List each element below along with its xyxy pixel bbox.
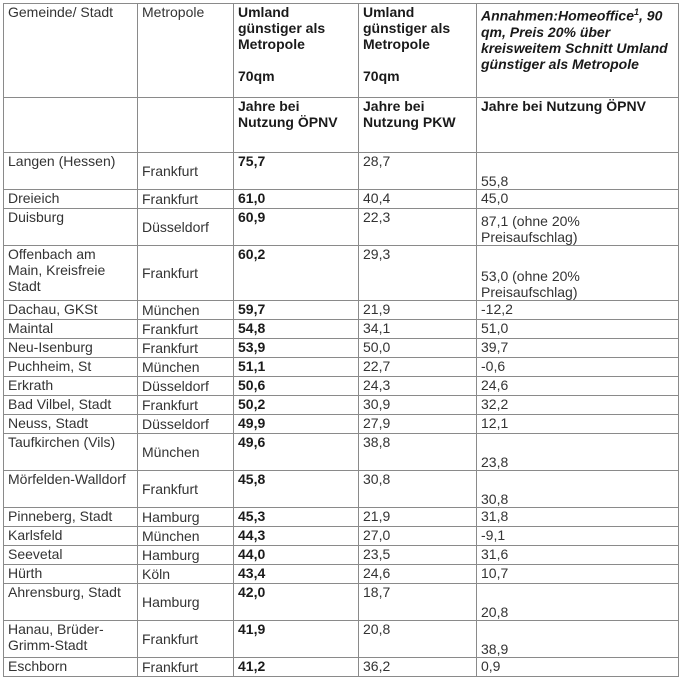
cell-pkw: 22,3 [359,209,477,246]
cell-metropole: Frankfurt [138,471,234,508]
header-metropole: Metropole [138,4,234,98]
cell-homeoffice: 45,0 [477,190,679,209]
cell-gemeinde: Bad Vilbel, Stadt [4,396,138,415]
cell-gemeinde: Duisburg [4,209,138,246]
cell-gemeinde: Offenbach am Main, Kreisfreie Stadt [4,246,138,301]
table-row [4,527,679,546]
cell-oepnv: 41,2 [234,658,359,677]
cell-gemeinde: Pinneberg, Stadt [4,508,138,527]
table-row [4,415,679,434]
cell-oepnv: 53,9 [234,339,359,358]
cell-homeoffice: 38,9 [477,621,679,658]
cell-oepnv: 51,1 [234,358,359,377]
cell-pkw: 27,0 [359,527,477,546]
cell-homeoffice: 51,0 [477,320,679,339]
cell-oepnv: 42,0 [234,584,359,621]
table-row [4,565,679,584]
cell-metropole: Düsseldorf [138,415,234,434]
cell-metropole: Frankfurt [138,153,234,190]
cell-metropole: Frankfurt [138,621,234,658]
cell-homeoffice: 23,8 [477,434,679,471]
cell-metropole: Frankfurt [138,658,234,677]
header-pkw [359,4,477,98]
header-homeoffice-b: , 90 qm, Preis 20% über kreisweitem Schnitt Umland günstiger als Metropole [481,7,668,72]
cell-gemeinde: Puchheim, St [4,358,138,377]
header-pkw-size: 70qm [363,68,400,84]
cell-homeoffice: 20,8 [477,584,679,621]
cell-metropole: Hamburg [138,584,234,621]
cell-pkw: 29,3 [359,246,477,301]
cell-pkw: 24,3 [359,377,477,396]
cell-pkw: 18,7 [359,584,477,621]
cell-metropole: Hamburg [138,508,234,527]
table-row [4,358,679,377]
table-row [4,153,679,190]
cell-gemeinde: Hürth [4,565,138,584]
cell-pkw: 40,4 [359,190,477,209]
cell-oepnv: 45,8 [234,471,359,508]
header-oepnv [234,4,359,98]
cell-homeoffice: 87,1 (ohne 20% Preisaufschlag) [477,209,679,246]
cell-oepnv: 44,3 [234,527,359,546]
header-gemeinde: Gemeinde/ Stadt [4,4,138,98]
cell-homeoffice: 55,8 [477,153,679,190]
cell-metropole: Frankfurt [138,396,234,415]
cell-pkw: 38,8 [359,434,477,471]
cell-gemeinde: Taufkirchen (Vils) [4,434,138,471]
cell-pkw: 30,8 [359,471,477,508]
cell-oepnv: 43,4 [234,565,359,584]
table-row [4,377,679,396]
table-row [4,658,679,677]
cell-pkw: 21,9 [359,508,477,527]
cell-gemeinde: Mörfelden-Walldorf [4,471,138,508]
cell-gemeinde: Dreieich [4,190,138,209]
cell-oepnv: 75,7 [234,153,359,190]
header-row [4,4,679,98]
cell-oepnv: 49,6 [234,434,359,471]
cell-gemeinde: Hanau, Brüder-Grimm-Stadt [4,621,138,658]
data-table [3,3,679,677]
cell-homeoffice: 53,0 (ohne 20% Preisaufschlag) [477,246,679,301]
cell-pkw: 30,9 [359,396,477,415]
cell-oepnv: 44,0 [234,546,359,565]
cell-pkw: 50,0 [359,339,477,358]
cell-metropole: Frankfurt [138,339,234,358]
cell-homeoffice: 31,6 [477,546,679,565]
header-pkw-title: Umland günstiger als Metropole [363,4,451,52]
cell-gemeinde: Neu-Isenburg [4,339,138,358]
subheader-oepnv: Jahre bei Nutzung ÖPNV [234,98,359,153]
cell-oepnv: 45,3 [234,508,359,527]
cell-metropole: München [138,358,234,377]
cell-homeoffice: 31,8 [477,508,679,527]
header-oepnv-size: 70qm [238,68,275,84]
cell-pkw: 34,1 [359,320,477,339]
cell-pkw: 21,9 [359,301,477,320]
cell-metropole: Hamburg [138,546,234,565]
cell-metropole: München [138,434,234,471]
cell-gemeinde: Langen (Hessen) [4,153,138,190]
table-row [4,320,679,339]
cell-oepnv: 50,2 [234,396,359,415]
cell-gemeinde: Maintal [4,320,138,339]
cell-metropole: Düsseldorf [138,377,234,396]
cell-metropole: Frankfurt [138,320,234,339]
subheader-empty-2 [138,98,234,153]
cell-pkw: 23,5 [359,546,477,565]
cell-gemeinde: Neuss, Stadt [4,415,138,434]
cell-gemeinde: Eschborn [4,658,138,677]
subheader-homeoffice: Jahre bei Nutzung ÖPNV [477,98,679,153]
cell-homeoffice: 12,1 [477,415,679,434]
table-row [4,209,679,246]
cell-metropole: Frankfurt [138,190,234,209]
cell-homeoffice: 32,2 [477,396,679,415]
cell-oepnv: 41,9 [234,621,359,658]
cell-homeoffice: -9,1 [477,527,679,546]
cell-pkw: 27,9 [359,415,477,434]
cell-homeoffice: 24,6 [477,377,679,396]
subheader-row [4,98,679,153]
cell-oepnv: 49,9 [234,415,359,434]
cell-pkw: 24,6 [359,565,477,584]
cell-gemeinde: Erkrath [4,377,138,396]
header-homeoffice [477,4,679,98]
table-row [4,246,679,301]
cell-pkw: 36,2 [359,658,477,677]
cell-oepnv: 59,7 [234,301,359,320]
table-row [4,621,679,658]
table-row [4,339,679,358]
table-row [4,471,679,508]
table-row [4,301,679,320]
table-row [4,584,679,621]
cell-gemeinde: Dachau, GKSt [4,301,138,320]
subheader-empty-1 [4,98,138,153]
table-row [4,434,679,471]
cell-homeoffice: 0,9 [477,658,679,677]
cell-oepnv: 60,2 [234,246,359,301]
table-row [4,396,679,415]
cell-oepnv: 61,0 [234,190,359,209]
cell-gemeinde: Ahrensburg, Stadt [4,584,138,621]
cell-oepnv: 54,8 [234,320,359,339]
cell-metropole: München [138,527,234,546]
cell-homeoffice: 10,7 [477,565,679,584]
cell-homeoffice: -0,6 [477,358,679,377]
cell-pkw: 20,8 [359,621,477,658]
table-row [4,546,679,565]
cell-gemeinde: Karlsfeld [4,527,138,546]
subheader-pkw: Jahre bei Nutzung PKW [359,98,477,153]
cell-homeoffice: -12,2 [477,301,679,320]
cell-homeoffice: 39,7 [477,339,679,358]
cell-metropole: München [138,301,234,320]
cell-metropole: Köln [138,565,234,584]
cell-metropole: Düsseldorf [138,209,234,246]
cell-gemeinde: Seevetal [4,546,138,565]
header-homeoffice-a: Annahmen:Homeoffice [481,7,634,24]
header-homeoffice-footnote: 1 [633,7,639,17]
cell-pkw: 22,7 [359,358,477,377]
cell-oepnv: 60,9 [234,209,359,246]
header-oepnv-title: Umland günstiger als Metropole [238,4,326,52]
cell-oepnv: 50,6 [234,377,359,396]
table-row [4,508,679,527]
cell-metropole: Frankfurt [138,246,234,301]
table-row [4,190,679,209]
cell-pkw: 28,7 [359,153,477,190]
cell-homeoffice: 30,8 [477,471,679,508]
